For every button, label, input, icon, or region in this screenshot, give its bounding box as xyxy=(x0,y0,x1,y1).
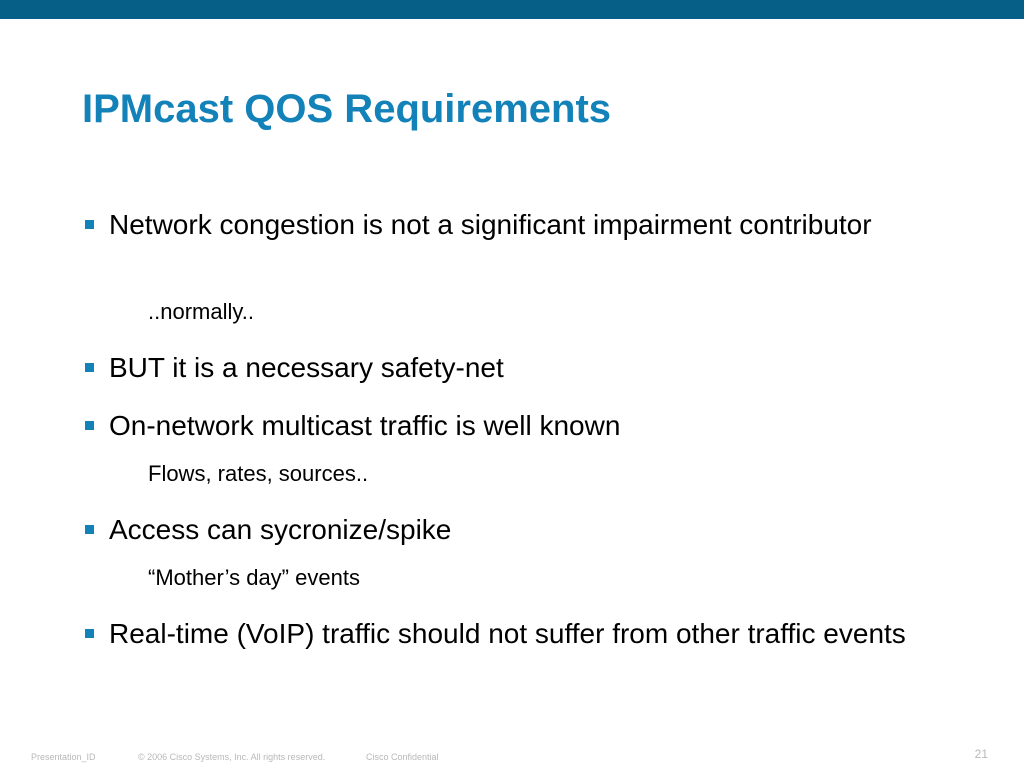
footer-presentation-id: Presentation_ID xyxy=(31,752,96,762)
bullet-item xyxy=(82,348,942,388)
square-bullet-icon xyxy=(85,525,94,534)
footer-confidential: Cisco Confidential xyxy=(366,752,439,762)
bullet-item xyxy=(82,614,942,654)
bullet-text: Access can sycronize/spike xyxy=(109,514,452,545)
bullet-text: BUT it is a necessary safety-net xyxy=(109,352,504,383)
page-number: 21 xyxy=(974,747,988,761)
bullet-item xyxy=(82,205,942,245)
top-header-bar xyxy=(0,0,1024,19)
bullet-text: Network congestion is not a significant impairment contributor xyxy=(109,209,872,240)
square-bullet-icon xyxy=(85,363,94,372)
slide-title: IPMcast QOS Requirements xyxy=(82,87,612,131)
footer-copyright: © 2006 Cisco Systems, Inc. All rights reserved. xyxy=(138,752,326,762)
bullet-text: Real-time (VoIP) traffic should not suffer from other traffic events xyxy=(109,618,906,649)
sub-bullet-text: ..normally.. xyxy=(148,299,254,324)
bullet-text: On-network multicast traffic is well known xyxy=(109,410,621,441)
bullet-item xyxy=(82,510,942,550)
square-bullet-icon xyxy=(85,629,94,638)
square-bullet-icon xyxy=(85,421,94,430)
square-bullet-icon xyxy=(85,220,94,229)
sub-bullet-text: “Mother’s day” events xyxy=(148,565,360,590)
bullet-item xyxy=(82,406,942,446)
sub-bullet-text: Flows, rates, sources.. xyxy=(148,461,369,486)
